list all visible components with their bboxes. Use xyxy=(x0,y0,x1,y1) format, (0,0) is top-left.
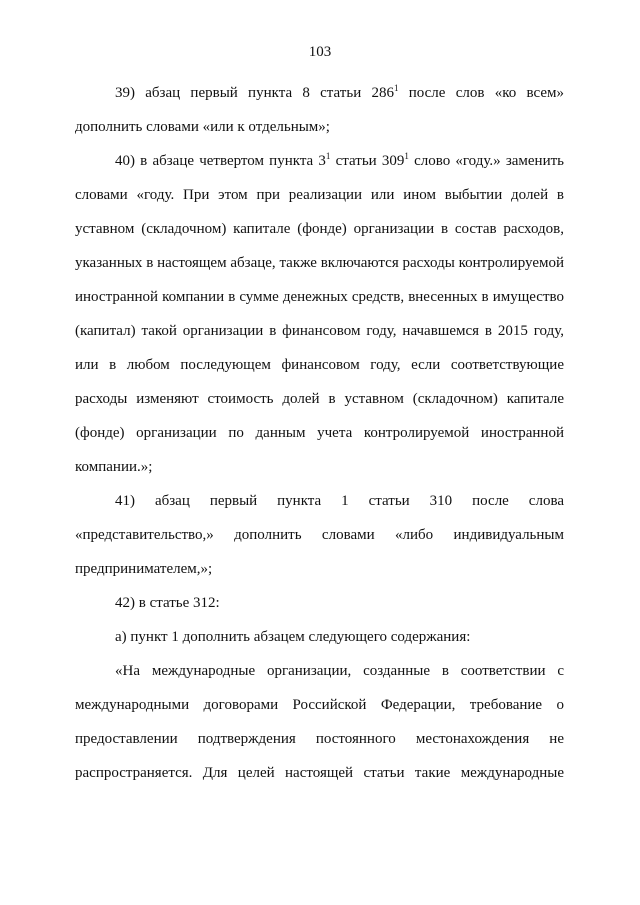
paragraph-text: 41) абзац первый пункта 1 статьи 310 после слова «представительство,» дополнить словами «либо индивидуальным предпринимателем,»; xyxy=(75,493,564,577)
superscript: 1 xyxy=(393,83,399,93)
paragraph-text: 39) абзац первый пункта 8 статьи 286 xyxy=(115,85,394,101)
document-body xyxy=(75,76,564,790)
paragraph-text: 42) в статье 312: xyxy=(115,595,220,611)
superscript: 1 xyxy=(325,151,331,161)
paragraph-p40 xyxy=(75,144,564,484)
paragraph-text: 40) в абзаце четвертом пункта 3 xyxy=(115,153,326,169)
paragraph-text: после слов «ко всем» дополнить словами «или к отдельным»; xyxy=(75,85,564,135)
superscript: 1 xyxy=(404,151,409,161)
paragraph-p39 xyxy=(75,76,564,144)
paragraph-p42a xyxy=(75,620,564,654)
paragraph-text: слово «году.» заменить словами «году. При этом при реализации или ином выбытии долей в уставном (складочном) капитале (фонде) организации в состав расходов, указанных в настоящем абзаце, также включаются расходы контролируемой иностранной компании в сумме денежных средств, внесенных в имущество (капитал) такой организации в финансовом году, начавшемся в 2015 году, или в любом последующем финансовом году, если соответствующие расходы изменяют стоимость долей в уставном (складочном) капитале (фонде) организации по данным учета контролируемой иностранной компании.»; xyxy=(75,153,564,475)
paragraph-p41 xyxy=(75,484,564,586)
paragraph-p42 xyxy=(75,586,564,620)
paragraph-p-quote xyxy=(75,654,564,790)
paragraph-text: «На международные организации, созданные в соответствии с международными договорами Российской Федерации, требование о предоставлении подтверждения постоянного местонахождения не распространяется. Для целей настоящей статьи такие международные xyxy=(75,663,564,781)
paragraph-text: а) пункт 1 дополнить абзацем следующего содержания: xyxy=(115,629,471,645)
paragraph-text: статьи 309 xyxy=(330,153,405,169)
page-number: 103 xyxy=(308,44,332,60)
